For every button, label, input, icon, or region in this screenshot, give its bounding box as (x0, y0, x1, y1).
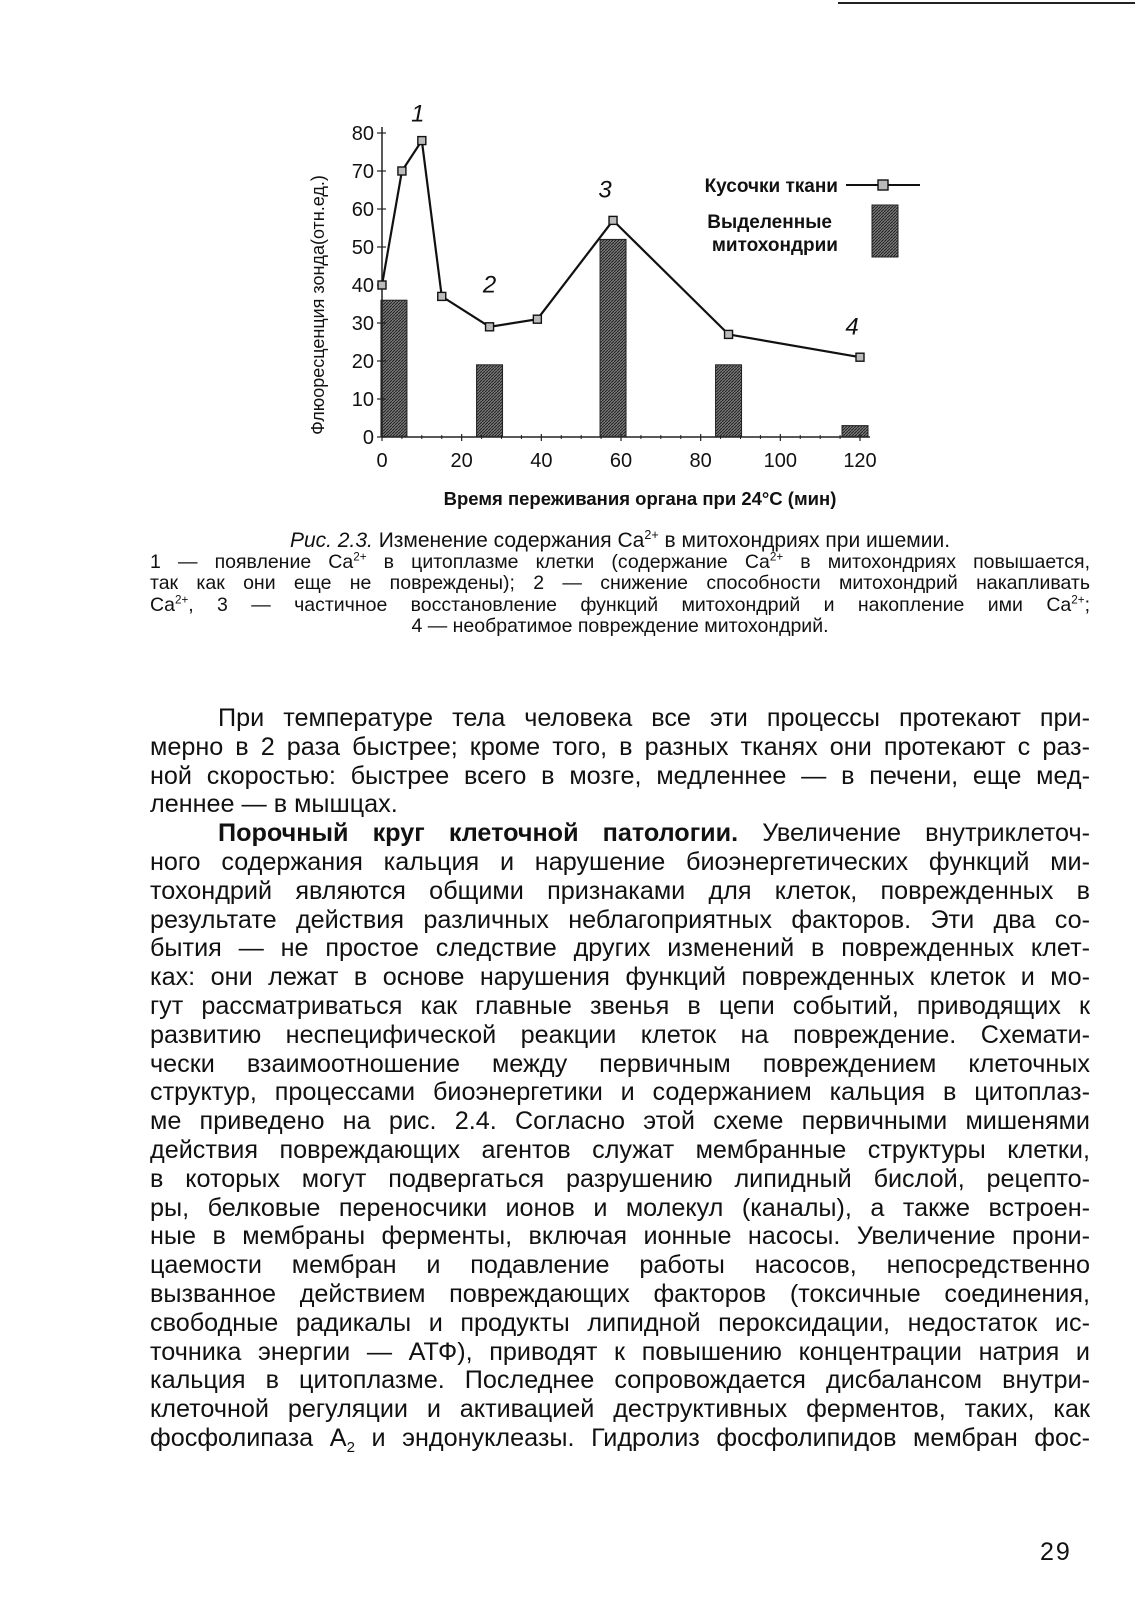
y-axis-label: Флюоресценция зонда(отн.ед.) (308, 175, 328, 435)
caption-line-1: 1 — появление $Ca^{2+}$ в цитоплазме клетки (содержание $Ca^{2+}$ в митохондриях повышается, (150, 550, 1090, 573)
subscript: 2 (346, 1438, 355, 1456)
annotation-label: 4 (845, 313, 859, 341)
y-tick-label: 40 (351, 275, 374, 297)
bar (600, 239, 626, 437)
y-tick-label: 30 (351, 313, 374, 335)
text-line: результате действия различных неблагоприятных факторов. Эти два со- (150, 905, 1090, 934)
page-number: 29 (1040, 1538, 1072, 1566)
annotation-label: 1 (411, 100, 425, 128)
line-point (533, 315, 541, 323)
text-line: ные в мембраны ферменты, включая ионные насосы. Увеличение прони- (150, 1222, 1090, 1251)
x-axis-label: Время переживания органа при 24°С (мин) (443, 488, 837, 509)
superscript: 2+ (1071, 593, 1085, 606)
y-tick-label: 10 (351, 389, 374, 411)
line-point (398, 167, 406, 175)
y-tick-label: 20 (351, 351, 374, 373)
x-tick-label: 100 (763, 450, 798, 472)
bar (716, 365, 742, 437)
text-line: вызванное действием повреждающих факторов (токсичные соединения, (150, 1279, 1090, 1308)
caption-figure-number: Рис. 2.3. (289, 529, 373, 552)
text-line: При температуре тела человека все эти процессы протекают при- (218, 704, 1090, 732)
x-tick-label: 60 (609, 450, 633, 472)
text-line (150, 1423, 1090, 1456)
text-line: цаемости мембран и подавление работы насосов, непосредственно (150, 1251, 1090, 1280)
text-line: леннее — в мышцах. (150, 790, 398, 819)
top-rule (838, 2, 1135, 4)
text-run: и эндонуклеазы. Гидролиз фосфолипидов мембран фос- (354, 1423, 1090, 1452)
text-line: точника энергии — АТФ), приводят к повышению концентрации натрия и (150, 1337, 1090, 1366)
y-tick-label: 50 (351, 237, 374, 259)
y-tick-label: 70 (351, 161, 374, 183)
caption-title-text: Изменение содержания $Ca^{2+}$ в митохондриях при ишемии. (378, 528, 951, 552)
text-line: мерно в 2 раза быстрее; кроме того, в разных тканях они протекают с раз- (150, 732, 1090, 761)
superscript: 2+ (644, 528, 659, 542)
bar (477, 365, 503, 437)
caption-line-3: $Ca^{2+}$, 3 — частичное восстановление функций митохондрий и накопление ими $Ca^{2+}$; (150, 593, 1090, 616)
text-line: ме приведено на рис. 2.4. Согласно этой схеме первичными мишенями (150, 1107, 1090, 1136)
legend-label-bar (707, 212, 838, 256)
bar (842, 426, 868, 437)
caption-line-2: так как они еще не повреждены); 2 — снижение способности митохондрий накапливать (150, 572, 1090, 594)
text-run: фосфолипаза А (150, 1423, 347, 1452)
text-line: ной скоростью: быстрее всего в мозге, медленнее — в печени, еще мед- (150, 761, 1090, 790)
text-line: свободные радикалы и продукты липидной пероксидации, недостаток ис- (150, 1308, 1090, 1337)
legend-label-bar-line: митохондрии (711, 235, 838, 256)
body-text (150, 704, 1090, 1456)
text-line: ры, белковые переносчики ионов и молекул (каналы), а также встроен- (150, 1193, 1090, 1222)
text-run: Увеличение внутриклеточ- (738, 819, 1090, 848)
text-line: в которых могут подвергаться разрушению липидный бислой, рецепто- (150, 1164, 1090, 1193)
x-tick-label: 0 (376, 450, 388, 472)
text-line (150, 819, 1090, 848)
text-line: действия повреждающих агентов служат мембранные структуры клетки, (150, 1135, 1090, 1164)
text-line: структур, процессами биоэнергетики и содержанием кальция в цитоплаз- (150, 1078, 1090, 1107)
text-line: ного содержания кальция и нарушение биоэнергетических функций ми- (150, 847, 1090, 876)
line-point (438, 292, 446, 300)
x-tick-label: 80 (689, 450, 712, 472)
line-point (418, 137, 426, 145)
y-tick-label: 0 (362, 427, 374, 449)
line-point (378, 281, 386, 289)
y-tick-label: 60 (351, 199, 374, 221)
text-line: чески взаимоотношение между первичным повреждением клеточных (150, 1049, 1090, 1078)
legend-label-bar-line: Выделенные (707, 212, 832, 233)
text-line: развитию неспецифической реакции клеток на повреждение. Схемати- (150, 1020, 1090, 1049)
annotation-label: 2 (482, 271, 497, 299)
figure-caption (150, 530, 1090, 638)
section-heading: Порочный круг клеточной патологии. (218, 819, 739, 848)
x-tick-label: 120 (843, 450, 877, 472)
caption-title (150, 530, 1090, 552)
text-line: тохондрий являются общими признаками для клеток, поврежденных в (150, 876, 1090, 905)
line-point (486, 323, 494, 331)
superscript: 2+ (353, 550, 367, 563)
y-tick-label: 80 (351, 123, 374, 145)
text-line: ках: они лежат в основе нарушения функций поврежденных клеток и мо- (150, 963, 1090, 992)
legend-label-line: Кусочки ткани (704, 176, 838, 197)
text-line: кальция в цитоплазме. Последнее сопровождается дисбалансом внутри- (150, 1366, 1090, 1395)
line-point (856, 353, 864, 361)
x-tick-label: 20 (450, 450, 473, 472)
superscript: 2+ (769, 550, 784, 563)
legend-bar-swatch (872, 205, 898, 257)
text-line: клеточной регуляции и активацией деструктивных ферментов, таких, как (150, 1395, 1090, 1424)
paragraph-1 (150, 704, 1090, 819)
line-point (609, 216, 617, 224)
legend-line-marker (878, 180, 888, 190)
line-point (725, 330, 733, 338)
text-line: гут рассматриваться как главные звенья в цепи событий, приводящих к (150, 991, 1090, 1020)
x-tick-label: 40 (530, 450, 553, 472)
caption-line-4: 4 — необратимое повреждение митохондрий. (411, 615, 829, 637)
calcium-chart (290, 95, 930, 525)
text-line: бытия — не простое следствие других изменений в поврежденных клет- (150, 934, 1090, 963)
annotation-label: 3 (598, 176, 612, 204)
superscript: 2+ (174, 593, 189, 606)
paragraph-2 (150, 819, 1090, 1456)
bar (381, 300, 407, 437)
